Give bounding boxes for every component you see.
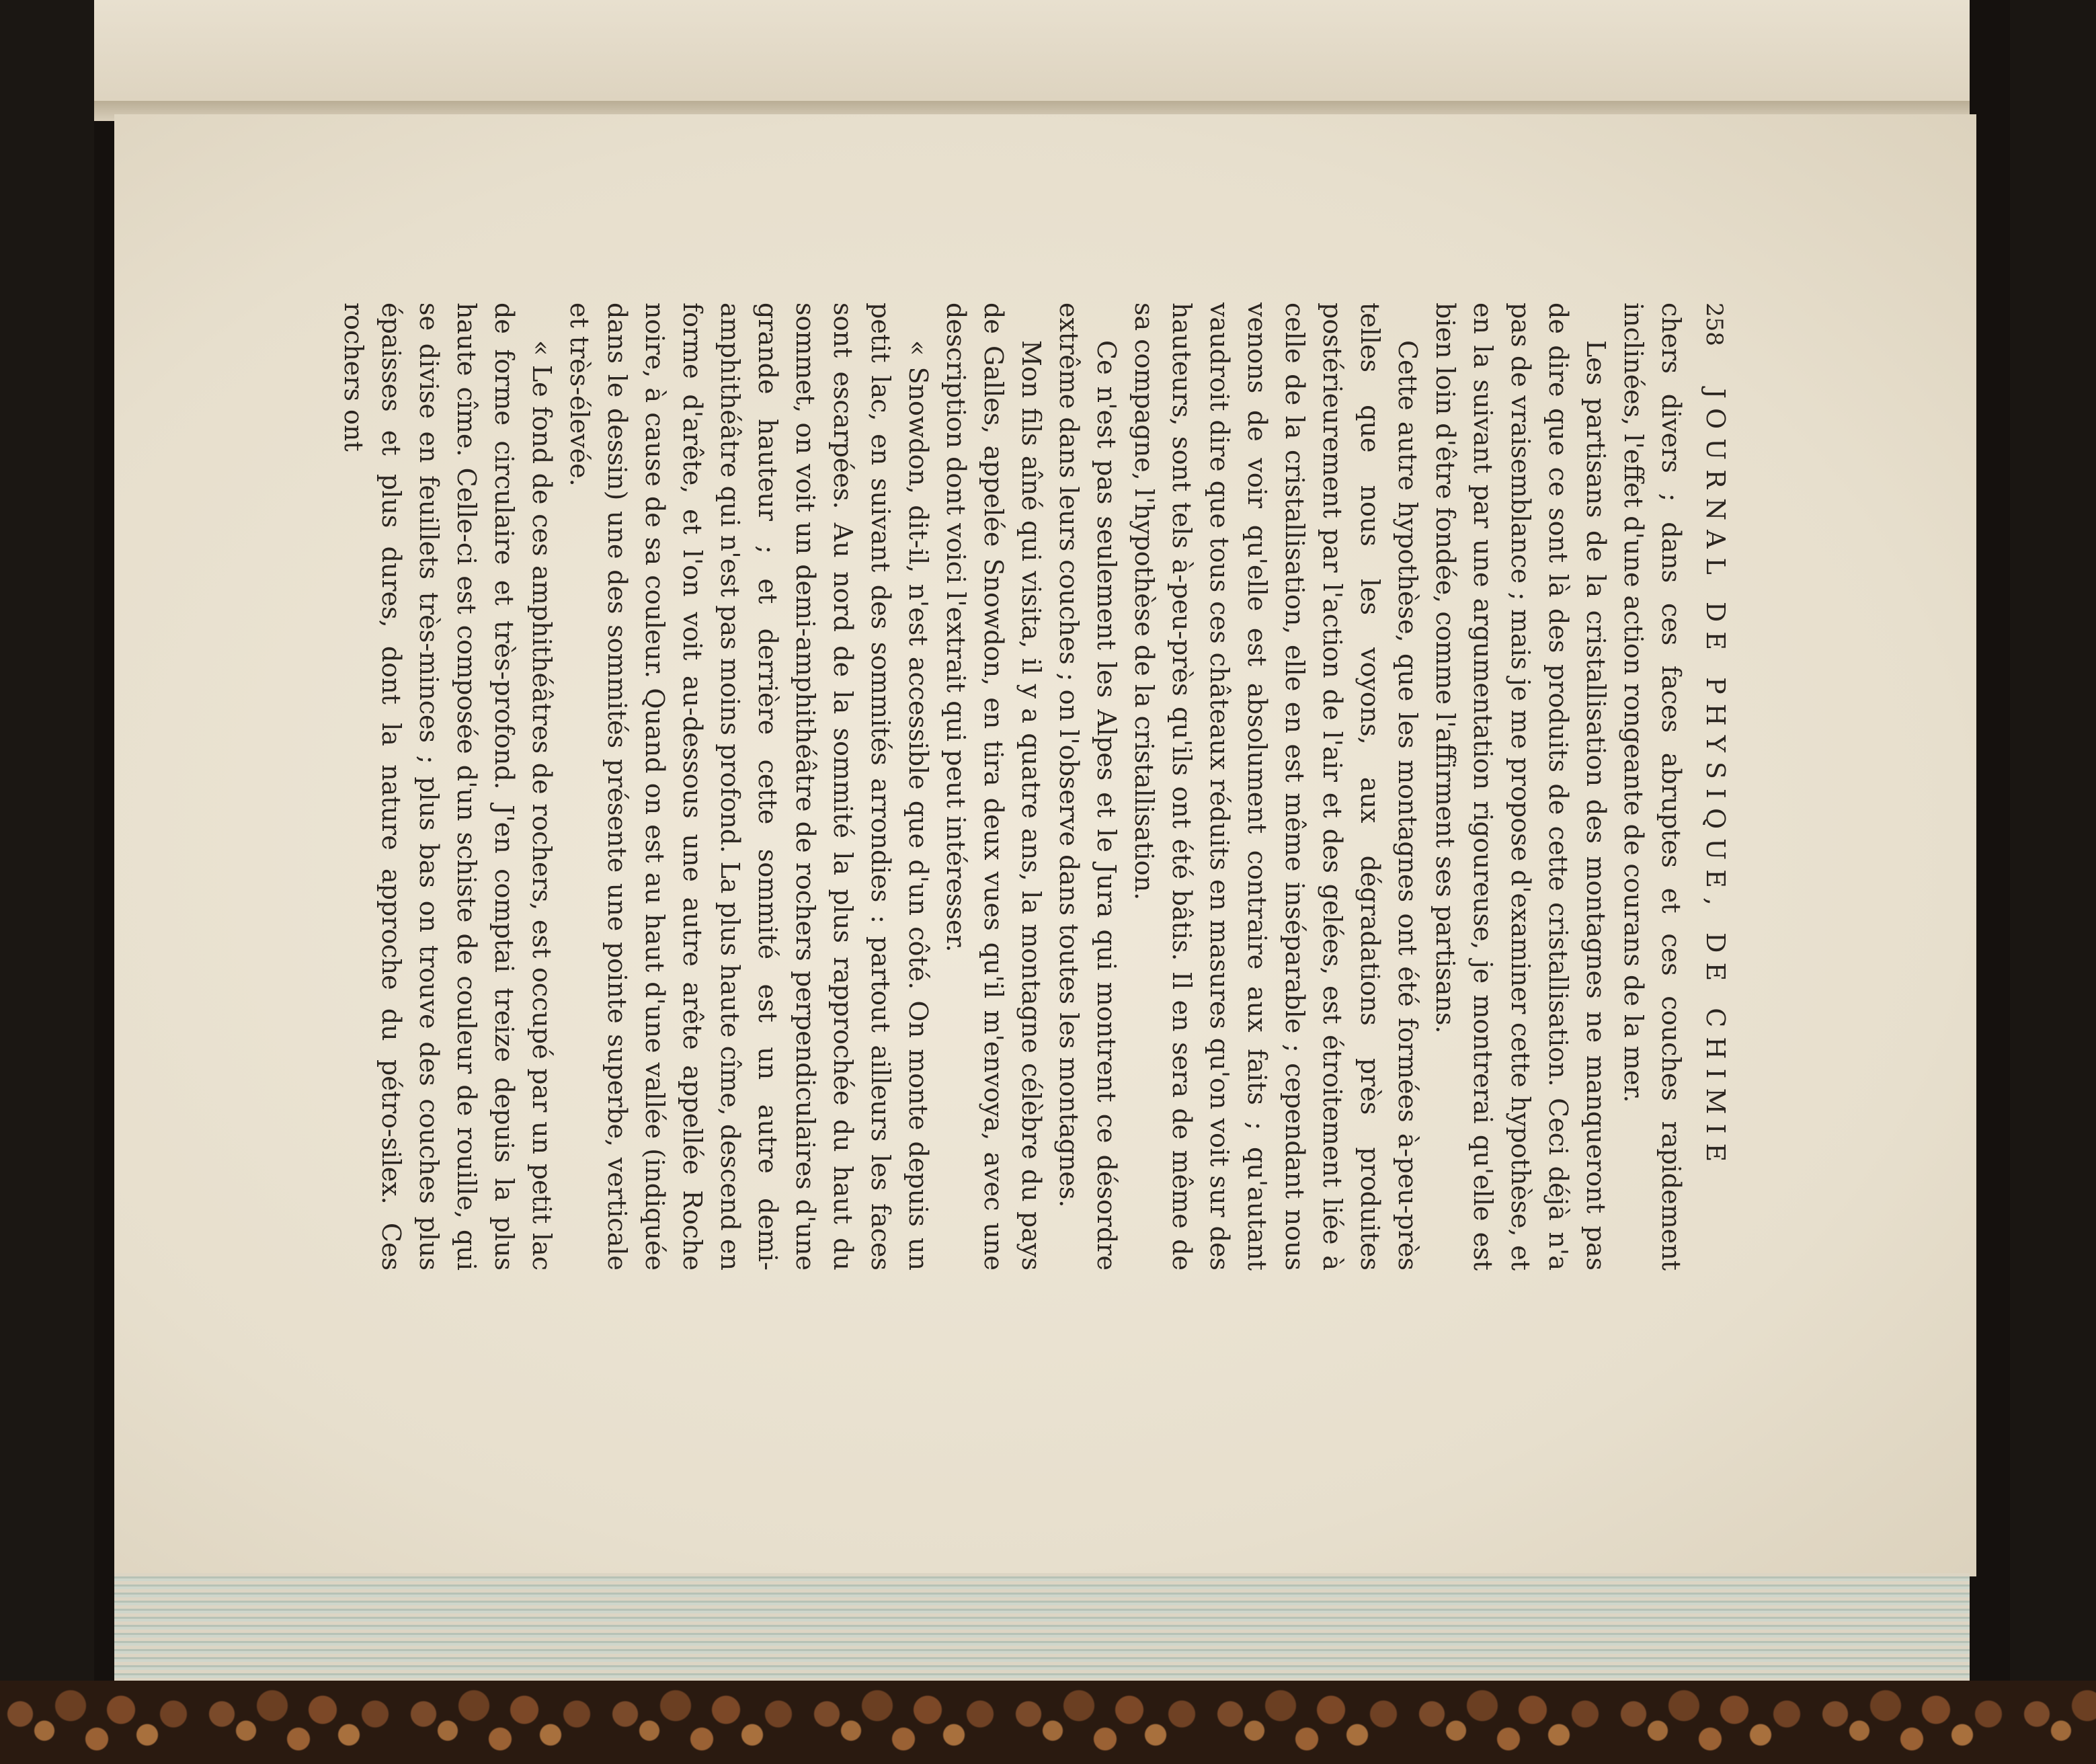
- paragraph: Les partisans de la cristallisation des montagnes ne manqueront pas de dire que ce sont là des produits de cette cristallisation. Ceci déjà n'a pas de vraisemblance ; mais je me propose d'examiner cette hypothèse, et en la suivant par une argumentation rigoureuse, je montrerai qu'elle est bien loin d'être fondée, comme l'affirment ses partisans.: [1430, 303, 1611, 1271]
- paragraph: « Snowdon, dit-il, n'est accessible que d'un côté. On monte depuis un petit lac, en suivant des sommités arrondies : partout ailleurs les faces sont escarpées. Au nord de la sommité la plus rapprochée du haut du sommet, on voit un demi-amphithéâtre de rochers perpendiculaires d'une grande hauteur ; et derrière cette sommité est un autre demi-amphithéâtre qui n'est pas moins profond. La plus haute cîme, descend en forme d'arête, et l'on voit au-dessous une autre arête appellée Roche noire, à cause de sa couleur. Quand on est au haut d'une vallée (indiquée dans le dessin) une des sommités présente une pointe superbe, verticale et très-élevée.: [565, 303, 933, 1271]
- book-cover-right: [2010, 0, 2096, 1764]
- previous-page-edge: [94, 0, 1970, 108]
- paragraph: chers divers ; dans ces faces abruptes et ces couches rapidement inclinées, l'effet d'une action rongeante de courans de la mer.: [1619, 303, 1686, 1271]
- paragraph: Mon fils aîné qui visita, il y a quatre ans, la montagne célèbre du pays de Galles, appelée Snowdon, en tira deux vues qu'il m'envoya, avec une description dont voici l'extrait qui peut intéresser.: [941, 303, 1046, 1271]
- paragraph: Cette autre hypothèse, que les montagnes ont été formées à-peu-près telles que nous les voyons, aux dégradations près produites postérieurement par l'action de l'air et des gelées, est étroitement liée à celle de la cristallisation, elle en est même inséparable ; cependant nous venons de voir qu'elle est absolument contraire aux faits ; qu'autant vaudroit dire que tous ces châteaux réduits en masures qu'on voit sur des hauteurs, sont tels à-peu-près qu'ils ont été bâtis. Il en sera de même de sa compagne, l'hypothèse de la cristallisation.: [1129, 303, 1422, 1271]
- page-number: 258: [1701, 303, 1728, 346]
- page-edges: [114, 1573, 1970, 1687]
- book-cover-left: [0, 0, 94, 1764]
- marbled-cover: [0, 1681, 2096, 1764]
- running-head: [1694, 303, 1734, 1271]
- paragraph: Ce n'est pas seulement les Alpes et le Jura qui montrent ce désordre extrême dans leurs couches ; on l'observe dans toutes les montagnes.: [1054, 303, 1121, 1271]
- page-text-block: [289, 303, 1734, 1271]
- journal-title: JOURNAL DE PHYSIQUE, DE CHIMIE: [1701, 388, 1730, 1172]
- paragraph: « Le fond de ces amphithéâtres de rochers, est occupé par un petit lac de forme circulaire et très-profond. J'en comptai treize depuis la plus haute cîme. Celle-ci est composée d'un schiste de couleur de rouille, qui se divise en feuillets très-minces ; plus bas on trouve des couches plus épaisses et plus dures, dont la nature approche du pétro-silex. Ces rochers ont: [339, 303, 557, 1271]
